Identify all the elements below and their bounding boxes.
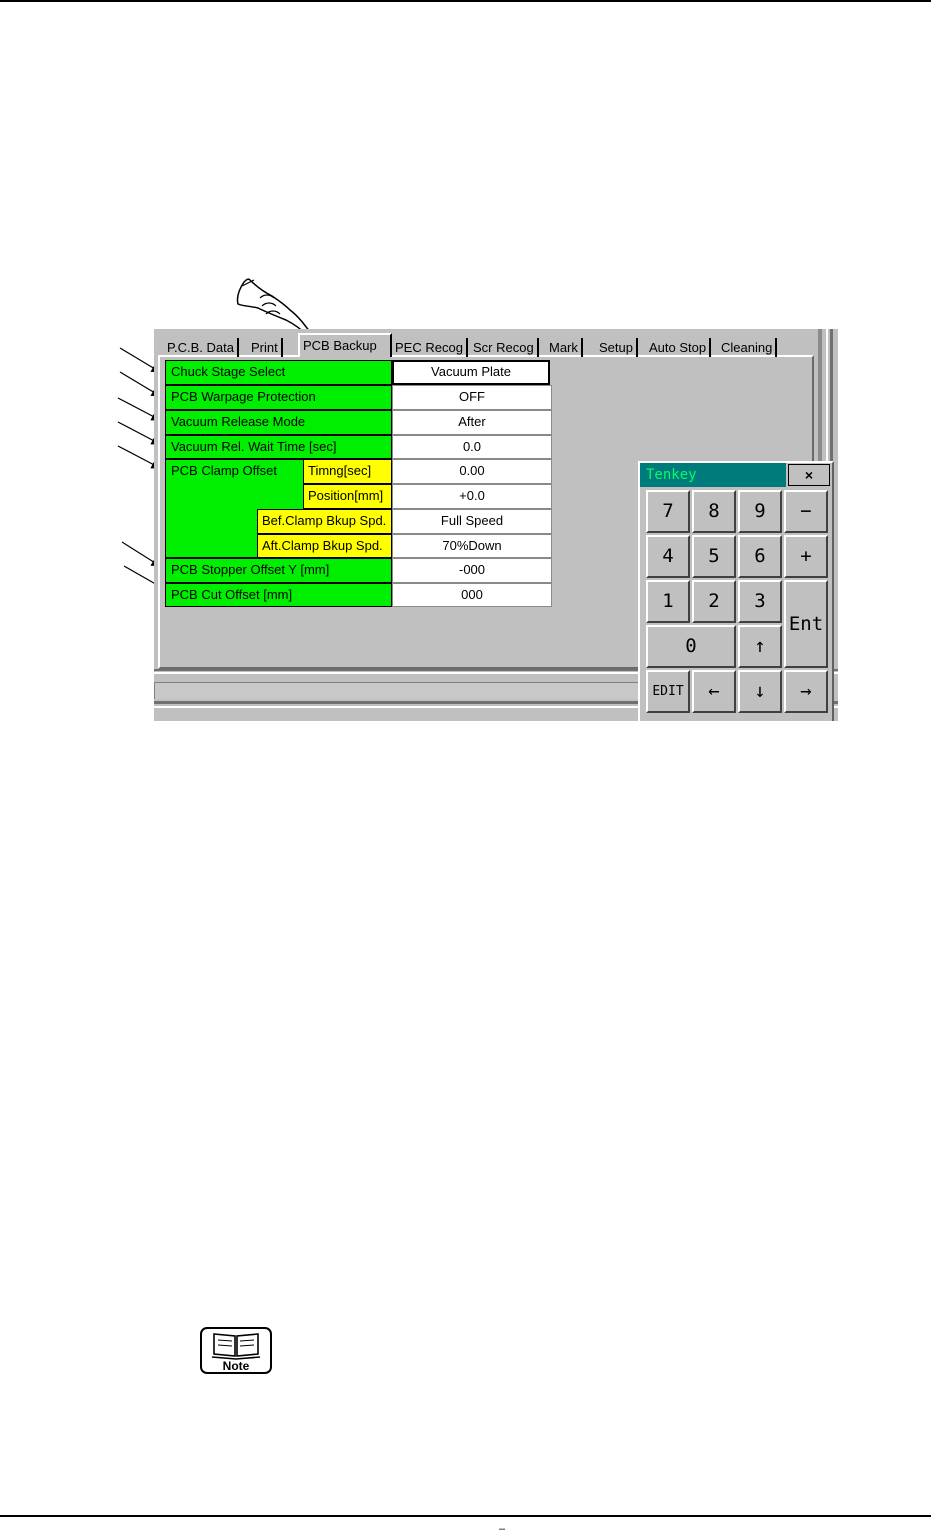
key-right-arrow[interactable]: → (784, 670, 828, 713)
machine-screen (154, 329, 838, 721)
key-minus[interactable]: − (784, 490, 828, 533)
key-2[interactable]: 2 (692, 580, 736, 623)
clamp-position-value[interactable]: +0.0 (392, 484, 552, 509)
close-icon[interactable]: × (788, 464, 830, 486)
tab-mark[interactable]: Mark (546, 338, 583, 357)
clamp-timing-value[interactable]: 0.00 (392, 459, 552, 484)
vacuum-release-mode-label: Vacuum Release Mode (165, 410, 392, 435)
aft-clamp-bkup-spd-value[interactable]: 70%Down (392, 534, 552, 558)
pcb-warpage-protection-value[interactable]: OFF (392, 385, 552, 410)
backup-settings-table (165, 360, 552, 607)
key-enter[interactable]: Ent (784, 580, 828, 668)
note-label: Note (222, 1359, 250, 1373)
note-book-icon (200, 1327, 272, 1374)
tab-pec-recog[interactable]: PEC Recog (392, 338, 468, 357)
key-up-arrow[interactable]: ↑ (738, 625, 782, 668)
key-4[interactable]: 4 (646, 535, 690, 578)
key-5[interactable]: 5 (692, 535, 736, 578)
chuck-stage-select-value[interactable]: Vacuum Plate (392, 360, 550, 385)
tenkey-title: Tenkey (640, 463, 786, 487)
pcb-cut-offset-value[interactable]: 000 (392, 583, 552, 607)
aft-clamp-bkup-spd-label: Aft.Clamp Bkup Spd. (257, 534, 392, 558)
key-edit[interactable]: EDIT (646, 670, 690, 713)
clamp-timing-label: Timng[sec] (303, 459, 392, 484)
tab-setup[interactable]: Setup (596, 338, 638, 357)
pcb-warpage-protection-label: PCB Warpage Protection (165, 385, 392, 410)
page-number: – (499, 1523, 506, 1535)
vacuum-rel-wait-time-label: Vacuum Rel. Wait Time [sec] (165, 435, 392, 459)
tab-print[interactable]: Print (248, 338, 283, 357)
tab-pcb-backup[interactable]: PCB Backup (298, 333, 392, 357)
status-bar (154, 682, 655, 699)
key-3[interactable]: 3 (738, 580, 782, 623)
key-left-arrow[interactable]: ← (692, 670, 736, 713)
top-rule (0, 0, 931, 2)
tenkey-window (638, 461, 834, 721)
key-0[interactable]: 0 (646, 625, 736, 668)
key-plus[interactable]: + (784, 535, 828, 578)
bef-clamp-bkup-spd-value[interactable]: Full Speed (392, 509, 552, 534)
pcb-cut-offset-label: PCB Cut Offset [mm] (165, 583, 392, 607)
tab-scr-recog[interactable]: Scr Recog (470, 338, 539, 357)
vacuum-rel-wait-time-value[interactable]: 0.0 (392, 435, 552, 459)
tab-cleaning[interactable]: Cleaning (718, 338, 777, 357)
clamp-position-label: Position[mm] (303, 484, 392, 509)
vacuum-release-mode-value[interactable]: After (392, 410, 552, 435)
tab-auto-stop[interactable]: Auto Stop (646, 338, 711, 357)
key-9[interactable]: 9 (738, 490, 782, 533)
pcb-stopper-offset-y-value[interactable]: -000 (392, 558, 552, 583)
bef-clamp-bkup-spd-label: Bef.Clamp Bkup Spd. (257, 509, 392, 534)
pcb-stopper-offset-y-label: PCB Stopper Offset Y [mm] (165, 558, 392, 583)
tab-pcb-data[interactable]: P.C.B. Data (164, 338, 239, 357)
key-8[interactable]: 8 (692, 490, 736, 533)
chuck-stage-select-label: Chuck Stage Select (165, 360, 392, 385)
key-1[interactable]: 1 (646, 580, 690, 623)
pcb-clamp-offset-label: PCB Clamp Offset (165, 459, 392, 558)
key-6[interactable]: 6 (738, 535, 782, 578)
bottom-rule (0, 1515, 931, 1517)
key-down-arrow[interactable]: ↓ (738, 670, 782, 713)
key-7[interactable]: 7 (646, 490, 690, 533)
